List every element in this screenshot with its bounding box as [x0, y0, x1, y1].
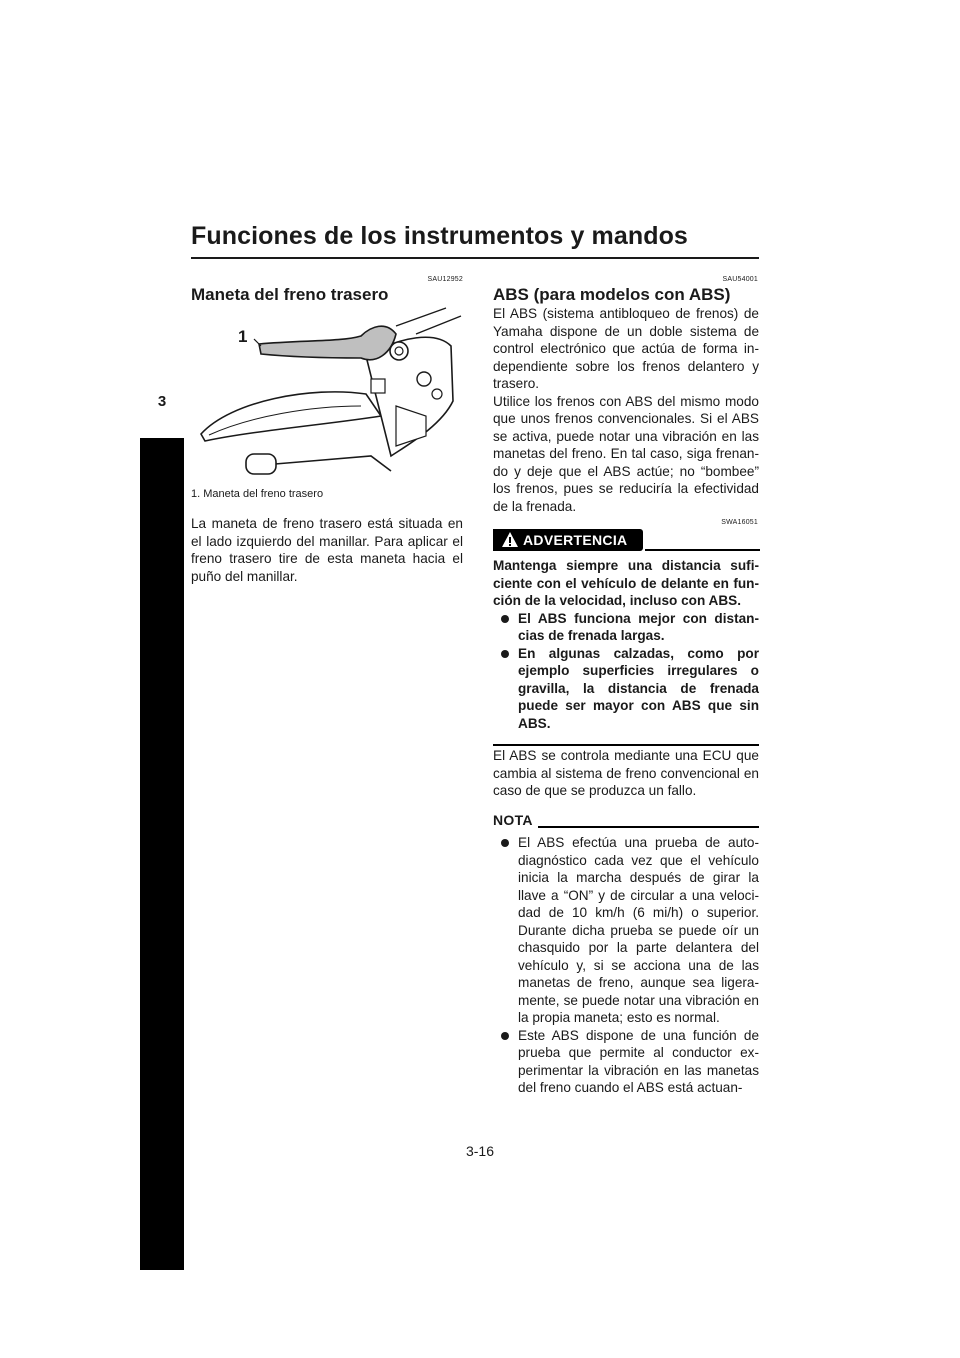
bullet-icon	[501, 839, 509, 847]
title-rule	[191, 257, 759, 259]
figure-callout: 1	[238, 327, 248, 346]
page-number: 3-16	[465, 1143, 495, 1159]
warning-label: ADVERTENCIA	[523, 532, 628, 548]
warning-list	[493, 610, 759, 733]
section-body: La maneta de freno trasero está situada en el lado izquierdo del manillar. Para aplicar el freno trasero tire de esta maneta hacia el puño del manillar.	[191, 516, 463, 584]
brake-lever-illustration	[191, 306, 466, 476]
bullet-icon	[501, 615, 509, 623]
warning-box	[493, 529, 643, 551]
nota-list	[493, 834, 759, 1097]
page-title: Funciones de los instrumentos y mandos	[191, 222, 688, 250]
abs-intro	[493, 305, 759, 515]
nota-item: El ABS efectúa una prueba de auto- diagnóstico cada vez que el vehículo inicia la marcha después de girar la llave a “ON” y de circular a una veloci- dad de 10 km/h (6 mi/h) o superior. Durante dicha prueba se puede oír un chasquido por la parte delantera del vehículo y, si se acciona una de las manetas de freno, aunque sea ligera- mente, se puede notar una vibración en la propia maneta; esto es normal.	[493, 834, 759, 1027]
abs-intro-paragraph-1: El ABS (sistema antibloqueo de frenos) de Yamaha dispone de un doble sistema de control electrónico que actúa de forma in- dependiente sobre los frenos delantero y trasero.	[493, 306, 759, 391]
nota-item: Este ABS dispone de una función de prueba que permite al conductor ex- perimentar la vibración en las manetas del freno cuando el ABS está actuan-	[493, 1027, 759, 1097]
section-code: SAU12952	[427, 276, 463, 283]
warning-lead: Mantenga siempre una distancia sufi- ciente con el vehículo de delante en fun- ción de la velocidad, incluso con ABS.	[493, 558, 759, 608]
warning-icon	[501, 531, 519, 548]
abs-section-code: SAU54001	[722, 276, 758, 283]
warning-content	[493, 557, 759, 732]
nota-content	[493, 834, 759, 1097]
abs-intro-paragraph-2: Utilice los frenos con ABS del mismo modo que unos frenos convencionales. Si el ABS se activa, puede notar una vibración en las manetas del freno. En tal caso, siga frenan- do y deje que el ABS actúe; no “bombee” los frenos, pues se reduciría la efectividad de la frenada.	[493, 393, 759, 514]
warning-rule	[645, 549, 760, 551]
bullet-icon	[501, 650, 509, 658]
bullet-icon	[501, 1032, 509, 1040]
warning-item: El ABS funciona mejor con distan- cias de frenada largas.	[493, 610, 759, 645]
figure-caption: 1. Maneta del freno trasero	[191, 488, 324, 500]
abs-heading: ABS (para modelos con ABS)	[493, 285, 731, 304]
nota-rule	[538, 826, 759, 828]
warning-end-rule	[493, 744, 759, 746]
section-heading: Maneta del freno trasero	[191, 285, 389, 304]
chapter-number: 3	[157, 393, 167, 410]
after-warning-text: El ABS se controla mediante una ECU que cambia al sistema de freno convencional en caso de que se produzca un fallo.	[493, 748, 759, 798]
warning-code: SWA16051	[721, 519, 758, 526]
nota-label: NOTA	[493, 812, 533, 828]
warning-item: En algunas calzadas, como por ejemplo superficies irregulares o gravilla, la distancia de frenada puede ser mayor con ABS que sin ABS.	[493, 645, 759, 733]
